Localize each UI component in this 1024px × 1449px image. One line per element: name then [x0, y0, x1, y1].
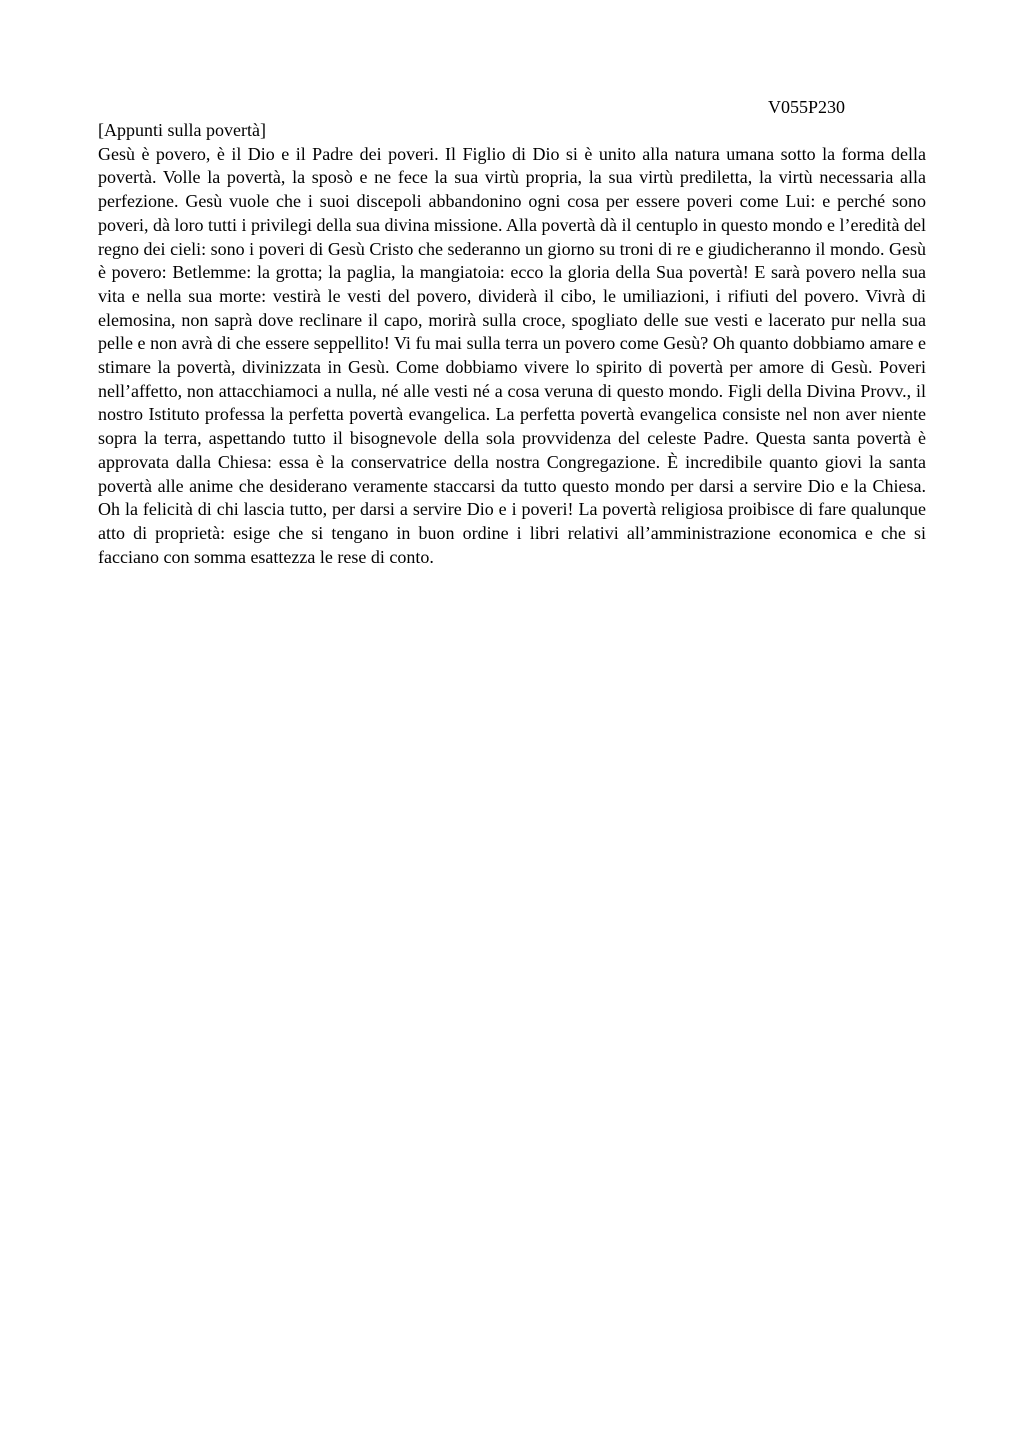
document-heading: [Appunti sulla povertà]	[98, 120, 266, 140]
page-code: V055P230	[768, 97, 846, 117]
document-body: Gesù è povero, è il Dio e il Padre dei poveri. Il Figlio di Dio si è unito alla natura umana sotto la forma della povertà. Volle la povertà, la sposò e ne fece la sua virtù propria, la sua virtù prediletta, la virtù necessaria alla perfezione. Gesù vuole che i suoi discepoli abbandonino ogni cosa per essere poveri come Lui: e perché sono poveri, dà loro tutti i privilegi della sua divina missione. Alla povertà dà il centuplo in questo mondo e l’eredità del regno dei cieli: sono i poveri di Gesù Cristo che sederanno un giorno su troni di re e giudicheranno il mondo. Gesù è povero: Betlemme: la grotta; la paglia, la mangiatoia: ecco la gloria della Sua povertà! E sarà povero nella sua vita e nella sua morte: vestirà le vesti del povero, dividerà il cibo, le umiliazioni, i rifiuti del povero. Vivrà di elemosina, non saprà dove reclinare il capo, morirà sulla croce, spogliato delle sue vesti e lacerato pur nella sua pelle e non avrà di che essere seppellito! Vi fu mai sulla terra un povero come Gesù? Oh quanto dobbiamo amare e stimare la povertà, divinizzata in Gesù. Come dobbiamo vivere lo spirito di povertà per amore di Gesù. Poveri nell’affetto, non attacchiamoci a nulla, né alle vesti né a cosa veruna di questo mondo. Figli della Divina Provv., il nostro Istituto professa la perfetta povertà evangelica. La perfetta povertà evangelica consiste nel non aver niente sopra la terra, aspettando tutto il bisognevole della sola provvidenza del celeste Padre. Questa santa povertà è approvata dalla Chiesa: essa è la conservatrice della nostra Congregazione. È incredibile quanto giovi la santa povertà alle anime che desiderano veramente staccarsi da tutto questo mondo per darsi a servire Dio e la Chiesa. Oh la felicità di chi lascia tutto, per darsi a servire Dio e i poveri! La povertà religiosa proibisce di fare qualunque atto di proprietà: esige che si tengano in buon ordine i libri relativi all’amministrazione economica e che si facciano con somma esattezza le rese di conto.	[98, 143, 926, 567]
text-block	[98, 119, 926, 569]
